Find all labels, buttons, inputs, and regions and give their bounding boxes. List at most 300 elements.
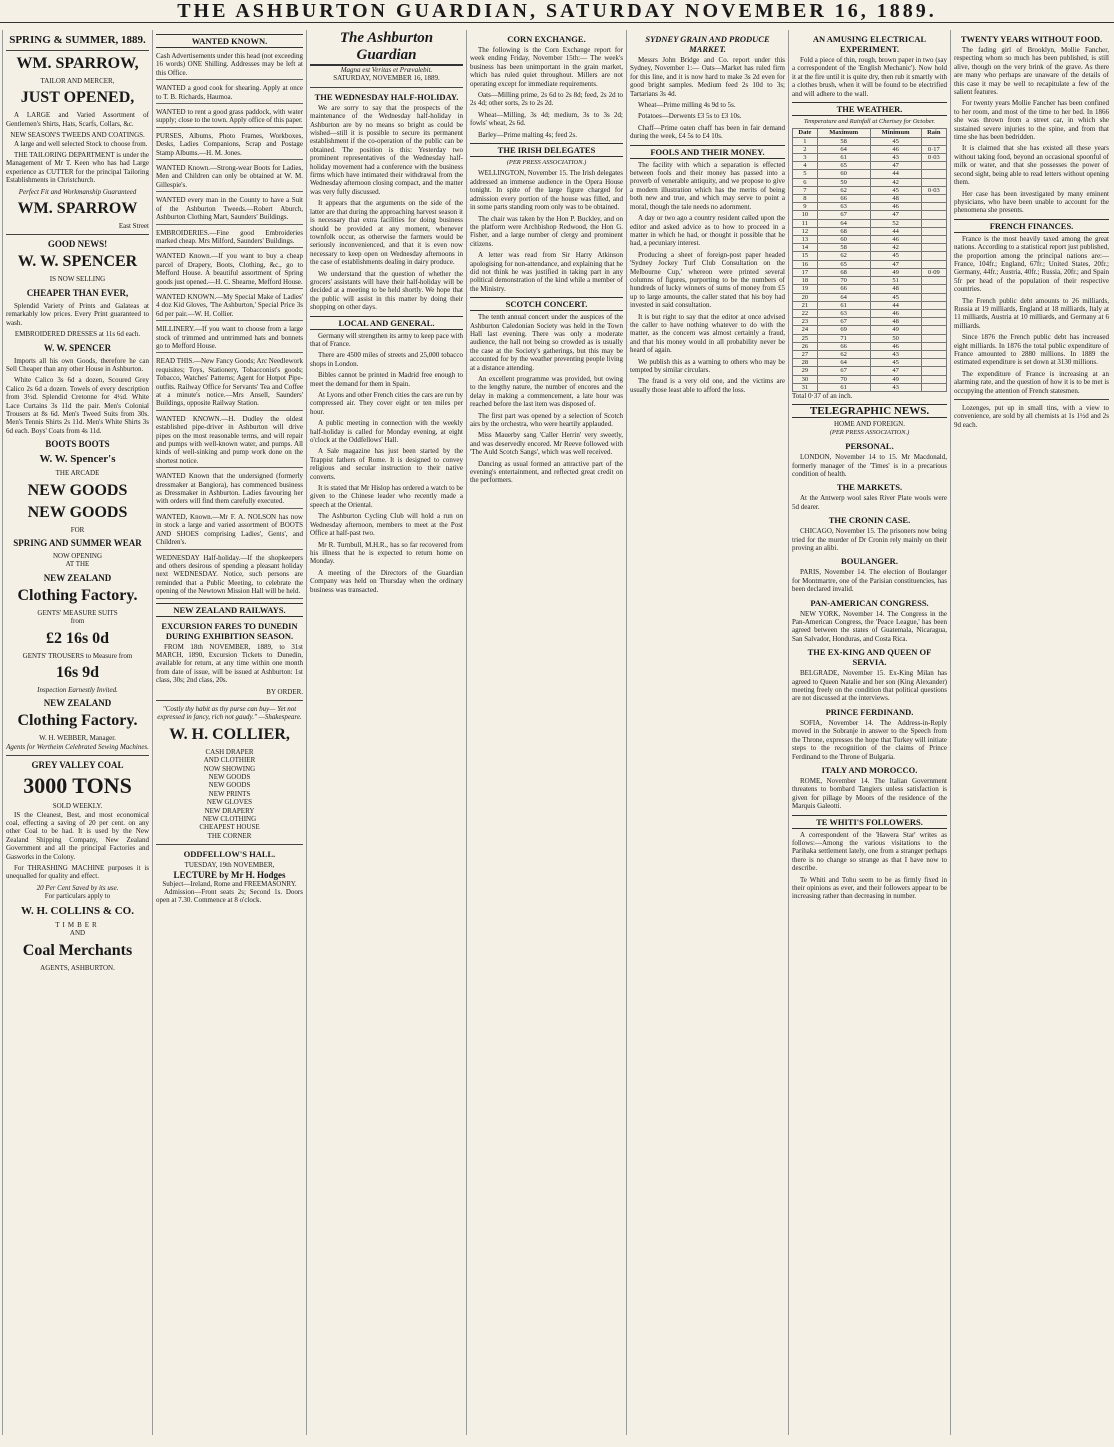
weather-row (793, 219, 947, 227)
weather-cell: 46 (870, 342, 921, 350)
weather-cell (921, 137, 946, 145)
weather-cell (921, 195, 946, 203)
weather-col-header: Rain (921, 129, 946, 137)
telegraphic-sub2: (PER PRESS ASSOCIATION.) (829, 428, 910, 436)
weather-cell: 25 (793, 334, 818, 342)
weather-row (793, 211, 947, 219)
irish-p6: The chair was taken by the Hon P. Buckley, and on the platform were Archbishop Redwood, the Hon G. Fisher, and a large number of clergy and prominent citizens. (470, 214, 623, 248)
local-p9: A Sale magazine has just been started by the Trappist fathers of Rome. It is designed to convey religious and secular instruction to their native converts. (310, 447, 463, 481)
personal-heading: PERSONAL. (845, 441, 894, 452)
weather-cell: 66 (817, 195, 870, 203)
weather-cell: 64 (817, 293, 870, 301)
fools-p8: It is but right to say that the editor at once advised the caller to have nothing whatever to do with the matter, as the concern was almost certainly a fraud, and that his money would in all probability never be heard of again. (630, 312, 785, 355)
spring-heading: SPRING & SUMMER, 1889. (9, 34, 146, 46)
wanted-ad: WANTED to rent a good grass paddock, with water supply; close to the town. Apply office of this paper. (156, 106, 303, 128)
spencer-imports: Imports all his own Goods, therefore he can Sell Cheaper than any other House in Ashburton. (6, 356, 149, 373)
weather-cell: 20 (793, 293, 818, 301)
weather-total: Total 0·37 of an inch. (792, 391, 853, 400)
weather-row (793, 334, 947, 342)
scotch-p12: Dancing as usual formed an attractive part of the evening's entertainment, and reflected great credit on the performers. (470, 459, 623, 485)
weather-cell: 70 (817, 375, 870, 383)
weather-cell (921, 318, 946, 326)
weather-cell: 48 (870, 285, 921, 293)
collier-goods-list (156, 773, 303, 823)
weather-cell: 63 (817, 203, 870, 211)
local-p5: There are 4500 miles of streets and 25,000 tobacco shops in London. (310, 351, 463, 368)
weather-cell: 61 (817, 383, 870, 391)
new-goods-2: NEW GOODS (27, 503, 128, 521)
weather-caption: Temperature and Rainfall at Chertsey for October. (803, 118, 936, 126)
fools-p6: A day or two ago a country resident called upon the editor and asked advice as to how to proceed in a matter in which he had, or thought it possible that he had, a pecuniary interest. (630, 214, 785, 248)
just-opened: JUST OPENED, (20, 89, 135, 107)
scotch-concert-heading: SCOTCH CONCERT. (470, 297, 623, 311)
collier-goods-item: NEW GLOVES (206, 798, 253, 807)
weather-cell: 26 (793, 342, 818, 350)
weather-cell: 49 (870, 375, 921, 383)
sparrow-name-2: WM. SPARROW (17, 200, 138, 218)
corn-p3: Wheat—Milling, 3s 4d; medium, 3s to 3s 2d; fowls' wheat, 2s 6d. (470, 110, 623, 128)
wanted-ad: WANTED KNOWN.—H. Dudley the oldest established pipe-driver in Ashburton will drive pipes on the most reasonable terms, and will repair and pumps with well-known water, and pumps. All kinds of well-sinking and pump work done on the shortest notice. (156, 413, 303, 468)
weather-cell: 11 (793, 219, 818, 227)
spencer-body: Splendid Variety of Prints and Galateas at remarkably low prices. Every Print guaranteed to wash. (6, 301, 149, 327)
te-whiti-heading: TE WHITI'S FOLLOWERS. (792, 815, 947, 829)
electrical-p1: Fold a piece of thin, rough, brown paper in two (say a correspondent of the 'English Mechanic'). Now hold it at the fire until it is quite dry, then rub it smartly with a clothes brush, when it will be found to be electrified and will adhere to the wall. (792, 56, 947, 98)
weather-cell (921, 326, 946, 334)
clothing-factory: Clothing Factory. (17, 586, 138, 604)
half-holiday-p3: We understand that the question of whether the grocers' assistants will have their half-holiday will be decided at a meeting to be held shortly. We hope that the public will assist in this matter by doing their shopping on other days. (310, 269, 463, 312)
weather-cell (921, 162, 946, 170)
local-p11: The Ashburton Cycling Club will hold a run on Wednesday afternoon, members to meet at the Post Office at half-past two. (310, 512, 463, 538)
weather-cell: 19 (793, 285, 818, 293)
te-whiti-p11: Te Whiti and Tohu seem to be as firmly fixed in their opinions as ever, and their followers appear to be increasing rather than decreasing in number. (792, 875, 947, 901)
ferdinand-p: SOFIA, November 14. The Address-in-Reply moved in the Sobranje in answer to the Speech from the Throne, expresses the hope that Turkey will initiate steps to the recognition of the claims of Prince Ferdinand to the Throne of Bulgaria. (792, 718, 947, 761)
paper-motto: Magna est Veritas et Prævalebit. (340, 66, 433, 74)
fools-heading: FOOLS AND THEIR MONEY. (630, 145, 785, 159)
weather-cell: 47 (870, 211, 921, 219)
sewing-agents: Agents for Wertheim Celebrated Sewing Machines. (6, 742, 149, 751)
paper-title: The Ashburton Guardian (310, 30, 463, 66)
servia-p: BELGRADE, November 15. Ex-King Milan has agreed to Queen Natalie and her son (King Alexander) meeting freely on the condition that political questions are not discussed at the interviews. (792, 669, 947, 703)
weather-cell (921, 211, 946, 219)
irish-p5: WELLINGTON, November 15. The Irish delegates addressed an immense audience in the Opera House tonight. In spite of the large figure charged for admission every portion of the house was filled, and in some parts standing room only was to be obtained. (470, 169, 623, 212)
excursion-body: FROM 18th NOVEMBER, 1889, to 31st MARCH, 1890, Excursion Tickets to Dunedin, available for return, at any time within one month from date of issue, will be issued at Ashburton: 1st class, 30s; 2nd class, 20s. (156, 642, 303, 685)
weather-cell: 30 (793, 375, 818, 383)
weather-row (793, 170, 947, 178)
ferdinand-heading: PRINCE FERDINAND. (825, 706, 914, 717)
weather-cell: 46 (870, 309, 921, 317)
shakespeare-quote: "Costly thy habit as thy purse can buy— Yet not expressed in fancy, rich not gaudy." —Shakespeare. (157, 704, 302, 722)
collier-goods-item: NEW GOODS (208, 781, 251, 790)
price-trousers: 16s 9d (55, 664, 100, 681)
wanted-ad: READ THIS.—New Fancy Goods; Arc Needlework requisites; Toys, Stationery, Tobacconist's goods; Tobacco, Watches' Patterns; Agent for Hotpot Pipe-outfits. Railway Office for Servants' Tea and Coffee at a minute's notice.—Mrs Ansell, Saunders' Buildings, opposite Railway Station. (156, 355, 303, 410)
weather-cell: 43 (870, 383, 921, 391)
markets-heading: THE MARKETS. (836, 482, 903, 493)
weather-cell: 67 (817, 367, 870, 375)
weather-cell: 50 (870, 334, 921, 342)
wanted-ad: WEDNESDAY Half-holiday.—If the shopkeepers and others desirous of spending a pleasant holiday next WEDNESDAY. Notice, such persons are reminded that a Public Meeting, to celebrate the opening of the Newtown Mission Hall will be held. (156, 552, 303, 599)
spencer-name-2: W. W. SPENCER (43, 342, 112, 353)
corn-p4: Barley—Prime malting 4s; feed 2s. (478, 130, 577, 139)
servia-heading: THE EX-KING AND QUEEN OF SERVIA. (807, 647, 932, 668)
weather-row (793, 178, 947, 186)
weather-row (793, 301, 947, 309)
wanted-ad: PURSES, Albums, Photo Frames, Workboxes, Desks, Ladies Companions, Scrap and Postage Stamp Albums.—H. M. Jones. (156, 130, 303, 160)
weather-heading: THE WEATHER. (792, 102, 947, 116)
weather-cell: 68 (817, 227, 870, 235)
weather-cell (921, 236, 946, 244)
weather-col-header: Date (793, 129, 818, 137)
spencer-selling: IS NOW SELLING (49, 275, 106, 284)
inspection: Inspection Earnestly Invited. (37, 686, 118, 694)
webber: W. H. WEBBER, Manager. (39, 734, 116, 743)
weather-cell: 17 (793, 268, 818, 276)
wanted-ad: WANTED Known that the undersigned (formerly dressmaker at Bangiora), has commenced business as Dressmaker in Ashburton. Ladies favouring her with orders will find them carefully executed. (156, 470, 303, 509)
weather-col-header: Minimum (870, 129, 921, 137)
weather-row (793, 342, 947, 350)
weather-cell: 46 (870, 236, 921, 244)
weather-cell: 12 (793, 227, 818, 235)
weather-row (793, 359, 947, 367)
weather-row (793, 203, 947, 211)
weather-cell: 48 (870, 318, 921, 326)
at-the: AT THE (65, 560, 90, 569)
weather-cell: 46 (870, 203, 921, 211)
corn-exchange-heading: CORN EXCHANGE. (507, 34, 586, 44)
french-p5: France is the most heavily taxed among the great nations. According to a statistical report just published, the proportion among the principal nations are:—France, 104fr.; England, 67fr.; United States, 20fr.; Germany, 44fr.; Austria, 40fr.; Russia, 20fr.; and Spain 5fr per head of the population of their respective countries. (954, 234, 1109, 294)
weather-cell: 45 (870, 186, 921, 194)
weather-cell: 2 (793, 145, 818, 153)
weather-cell (921, 277, 946, 285)
nz-label-2: NEW ZEALAND (43, 698, 112, 709)
weather-cell: 27 (793, 350, 818, 358)
local-p4: Germany will strengthen its army to keep pace with that of France. (310, 331, 464, 348)
weather-row (793, 350, 947, 358)
weather-cell: 42 (870, 244, 921, 252)
personal-p: LONDON, November 14 to 15. Mr Macdonald, formerly manager of the 'Times' is in a precarious condition of health. (792, 453, 947, 478)
irish-p7: A letter was read from Sir Harry Atkinson apologising for non-attendance, and explaining that he did not think he was justified in taking part in any political demonstration of the kind while a member of the Ministry. (470, 251, 623, 293)
half-holiday-p2: It appears that the arguments on the side of the latter are that during the approaching harvest season it is necessary that extra facilities for doing business should be provided at any moment, whenever townfolk occur, as otherwise the farmers would be seriously inconvenienced, and that it is even now necessary to keep open on Wednesday afternoons in the case of establishments dealing in dairy produce. (310, 199, 463, 267)
weather-cell: 29 (793, 367, 818, 375)
weather-cell: 70 (817, 277, 870, 285)
weather-cell: 64 (817, 145, 870, 153)
markets-p: At the Antwerp wool sales River Plate wools were 5d dearer. (792, 494, 947, 511)
wanted-ad: WANTED, Known.—Mr F. A. NOLSON has now in stock a large and varied assortment of BOOTS AND SHOES comprising Ladies', Gents', and Children's. (156, 511, 303, 550)
weather-row (793, 375, 947, 383)
lecture-date: TUESDAY, 19th NOVEMBER, (184, 861, 275, 870)
weather-row (793, 137, 947, 145)
fools-p7: Producing a sheet of foreign-post paper headed 'Sydney Jockey Turf Club Consultation on the Melbourne Cup,' whereon were printed several columns of figures, purporting to be the numbers of hundreds of lucky winners of sums of money from £5 up to large amounts, the caller stated that his boy had invested in said consultation. (630, 250, 785, 310)
weather-row (793, 236, 947, 244)
weather-cell: 16 (793, 260, 818, 268)
weather-cell: 61 (817, 301, 870, 309)
half-holiday-p1: We are sorry to say that the prospects of the maintenance of the Wednesday half-holiday in Ashburton are by no means so bright as could be wished—still it is possible to secure its permanent establishment if the co-operation of the public can be obtained. The position is this: Yesterday two prominent representatives of the Wednesday half-holiday movement had a conference with the business firms which have intimated their withdrawal from the Wednesday afternoon closing compact, and the matter was very fully discussed. (310, 103, 463, 196)
pan-american-p: NEW YORK, November 14. The Congress in the Pan-American Congress, the 'Peace League,' has been agreed between the states of Guatemala, Nicaragua, San Salvador, Honduras, and Costa Rica. (792, 609, 947, 643)
collier-showing: NOW SHOWING (203, 764, 256, 773)
weather-cell: 1 (793, 137, 818, 145)
wanted-known-heading: WANTED KNOWN. (156, 34, 303, 48)
weather-cell: 61 (817, 154, 870, 162)
weather-cell: 22 (793, 309, 818, 317)
weather-cell (921, 227, 946, 235)
weather-cell: 45 (870, 293, 921, 301)
wanted-ad: Cash Advertisements under this head (not exceeding 16 words) ONE Shilling. Addresses may be left at this Office. (156, 50, 303, 80)
weather-row (793, 162, 947, 170)
weather-cell: 10 (793, 211, 818, 219)
sparrow-name: WM. SPARROW, (16, 55, 139, 72)
french-p8: The expenditure of France is increasing at an alarming rate, and the question of how it is to be met is occupying the attention of French statesmen. (954, 369, 1109, 395)
collier-goods-item: NEW GOODS (208, 773, 251, 781)
weather-cell: 60 (817, 236, 870, 244)
weather-cell (921, 170, 946, 178)
weather-row (793, 309, 947, 317)
good-news: GOOD NEWS! (47, 239, 108, 250)
weather-cell: 66 (817, 342, 870, 350)
coal-tons: 3000 TONS (23, 773, 132, 799)
telegraphic-heading: TELEGRAPHIC NEWS. (792, 404, 947, 418)
weather-cell (921, 350, 946, 358)
weather-cell: 52 (870, 219, 921, 227)
weather-row (793, 252, 947, 260)
weather-cell (921, 301, 946, 309)
weather-cell: 28 (793, 359, 818, 367)
weather-cell (921, 244, 946, 252)
weather-cell: 58 (817, 137, 870, 145)
weather-cell: 21 (793, 301, 818, 309)
weather-cell (921, 293, 946, 301)
coal-particulars: For particulars apply to (44, 892, 111, 901)
column-6 (788, 30, 950, 1435)
weather-cell (921, 383, 946, 391)
grey-valley-coal: GREY VALLEY COAL (31, 760, 124, 771)
weather-cell: 6 (793, 178, 818, 186)
wanted-ad: MILLINERY.—If you want to choose from a large stock of trimmed and untrimmed hats and bonnets go to Mefford House. (156, 323, 303, 353)
weather-cell: 23 (793, 318, 818, 326)
sydney-p1: Messrs John Bridge and Co. report under this Sydney, November 1:— Oats—Market has ruled firm for this line, and it is now hard to make 3s 2d even for good bright samples. Medium feed 2s 10d to 3s; Tartarians 3s 4d. (630, 56, 785, 98)
coal-sold: SOLD WEEKLY. (52, 802, 103, 811)
telegraphic-sub: HOME AND FOREIGN. (834, 420, 905, 429)
local-p13: A meeting of the Directors of the Guardian Company was held on Thursday when the ordinary business was transacted. (310, 568, 463, 594)
by-order: BY ORDER. (266, 687, 303, 696)
weather-row (793, 186, 947, 194)
fools-p5: The facility with which a separation is effected between fools and their money has passed into a proverb of venerable antiquity, and we propose to give a modern illustration which has the merits of being both new and true, and which may serve to point a moral, though the tale needs no adornment. (630, 160, 785, 211)
column-1 (2, 30, 152, 1435)
coal-saving: 20 Per Cent Saved by its use. (36, 883, 119, 892)
weather-cell: 65 (817, 162, 870, 170)
weather-cell (921, 334, 946, 342)
weather-cell: 44 (870, 227, 921, 235)
weather-cell (921, 359, 946, 367)
weather-cell (921, 375, 946, 383)
morocco-p: ROME, November 14. The Italian Government threatens to bombard Tangiers unless satisfaction is given for pillage by Moors of the residence of the Marquis Galeotti. (792, 776, 947, 811)
weather-cell: 71 (817, 334, 870, 342)
weather-cell: 64 (817, 219, 870, 227)
weather-cell: 15 (793, 252, 818, 260)
boulanger-p: PARIS, November 14. The election of Boulanger for Montmartre, one of the Parisian constituencies, has been declared invalid. (792, 568, 947, 594)
weather-cell: 49 (870, 326, 921, 334)
weather-cell: 3 (793, 154, 818, 162)
cheapest-house: CHEAPEST HOUSE (199, 823, 260, 832)
sydney-p3: Potatoes—Derwents £3 5s to £3 10s. (638, 112, 742, 121)
fools-p9: We publish this as a warning to others who may be tempted by similar circulars. (630, 357, 785, 374)
scotch-p9: An excellent programme was provided, but owing to the lengthy nature, the number of encores and the delay in making a commencement, a late hour was reached before the last item was disposed of. (470, 375, 623, 409)
weather-row (793, 260, 947, 268)
sparrow-fit: Perfect Fit and Workmanship Guaranteed (18, 187, 137, 196)
now-opening: NOW OPENING (52, 551, 103, 560)
paper-date: SATURDAY, NOVEMBER 16, 1889. (333, 74, 440, 83)
gents-trousers: GENTS' TROUSERS to Measure from (22, 651, 133, 660)
weather-cell: 13 (793, 236, 818, 244)
weather-cell: 43 (870, 154, 921, 162)
twenty-p4: Her case has been investigated by many eminent physicians, who have been unable to account for the phenomena she presents. (954, 189, 1109, 215)
weather-cell: 59 (817, 178, 870, 186)
lozenges-p9: Lozenges, put up in small tins, with a view to convenience, are sold by all chemists at 1s 1½d and 2s 9d each. (954, 404, 1109, 429)
weather-cell: 0·09 (921, 268, 946, 276)
weather-cell: 47 (870, 162, 921, 170)
weather-cell: 24 (793, 326, 818, 334)
weather-row (793, 227, 947, 235)
sparrow-assortment: A LARGE and Varied Assortment of Gentlemen's Shirts, Hats, Scarfs, Collars, &c. (6, 111, 149, 128)
weather-cell: 67 (817, 318, 870, 326)
oddfellows-hall: ODDFELLOW'S HALL. (183, 849, 276, 860)
weather-cell: 0·03 (921, 186, 946, 194)
new-goods-1: NEW GOODS (27, 481, 128, 499)
weather-cell (921, 285, 946, 293)
for-label: FOR (70, 525, 85, 534)
morocco-heading: ITALY AND MOROCCO. (821, 764, 918, 775)
french-finances-heading: FRENCH FINANCES. (954, 219, 1109, 233)
weather-cell: 43 (870, 350, 921, 358)
the-corner: THE CORNER (207, 831, 252, 840)
weather-cell: 0·03 (921, 154, 946, 162)
clothing-factory-2: Clothing Factory. (17, 712, 138, 730)
collier-goods-item: NEW DRAPERY (204, 806, 255, 815)
wanted-ad: EMBROIDERIES.—Fine good Embroideries marked cheap. Mrs Milford, Saunders' Buildings. (156, 227, 303, 249)
weather-cell: 0·17 (921, 145, 946, 153)
sydney-grain-heading: SYDNEY GRAIN AND PRODUCE MARKET. (645, 34, 770, 54)
weather-cell (921, 342, 946, 350)
weather-cell (921, 178, 946, 186)
sparrow-tweeds: NEW SEASON'S TWEEDS AND COATINGS. (10, 131, 145, 140)
weather-cell: 62 (817, 350, 870, 358)
corn-p2: Oats—Milling prime, 2s 6d to 2s 8d; feed, 2s 2d to 2s 4d; other sorts, 2s to 2s 2d. (470, 91, 623, 108)
local-p10: It is stated that Mr Hislop has ordered a watch to be given to the Chinese leader who recently made a speech at the Oriental. (310, 484, 463, 509)
weather-cell: 14 (793, 244, 818, 252)
sparrow-trade: TAILOR AND MERCER, (40, 77, 115, 85)
weather-cell: 62 (817, 252, 870, 260)
wanted-ad: WANTED every man in the County to have a Suit of the Ashburton Tweeds.—Robert Aburch, Ashburton Clothing Mart, Saunders' Buildings. (156, 194, 303, 224)
irish-delegates-heading: THE IRISH DELEGATES (470, 143, 623, 157)
collier-name: W. H. COLLIER, (169, 725, 290, 743)
weather-row (793, 383, 947, 391)
masthead: THE ASHBURTON GUARDIAN, SATURDAY NOVEMBER 16, 1889. (0, 0, 1114, 23)
from-label: from (70, 617, 85, 626)
weather-cell: 68 (817, 268, 870, 276)
weather-row (793, 326, 947, 334)
weather-cell: 62 (817, 186, 870, 194)
column-5 (626, 30, 788, 1435)
weather-row (793, 367, 947, 375)
local-general-heading: LOCAL AND GENERAL. (310, 316, 463, 330)
weather-cell: 44 (870, 170, 921, 178)
coal-merchants: Coal Merchants (22, 941, 133, 959)
wanted-ad: WANTED Known.—If you want to buy a cheap parcel of Drapery, Boots, Clothing, &c., go to Mefford House. A beautiful assortment of Spring goods just opened.—H. C. Shearne, Mefford House. (156, 250, 303, 289)
and-label: AND (69, 929, 86, 938)
column-7 (950, 30, 1112, 1435)
weather-cell: 45 (870, 252, 921, 260)
column-4 (466, 30, 626, 1435)
column-2 (152, 30, 306, 1435)
pan-american-heading: PAN-AMERICAN CONGRESS. (810, 597, 929, 608)
weather-cell: 8 (793, 195, 818, 203)
weather-cell (921, 203, 946, 211)
weather-cell: 45 (870, 359, 921, 367)
lecture-admission: Admission—Front seats 2s; Second 1s. Doors open at 7.30. Commence at 8 o'clock. (156, 888, 303, 905)
spencer-list: White Calico 3s 6d a dozen, Scoured Grey Calico 2s 6d a dozen. Towels of every description from 3½d. Splendid Cretonne for 4½d. White Lace Curtains 3s 11d the pair. Men's Colonial Trousers at 8s 6d. Men's Tweed Suits from 30s. Men's Tennis Shirts 2s 11d. Men's White Shirts 3s 6d each. Boys' Coats from 4s 11d. (6, 376, 149, 435)
irish-delegates-sub: (PER PRESS ASSOCIATION.) (506, 159, 587, 167)
weather-cell: 42 (870, 178, 921, 186)
railways-heading: NEW ZEALAND RAILWAYS. (156, 603, 303, 617)
local-p12: Mr R. Turnbull, M.H.R., has so far recovered from his illness that he is expected to return home on Monday. (310, 540, 463, 566)
weather-row (793, 318, 947, 326)
electrical-heading: AN AMUSING ELECTRICAL EXPERIMENT. (812, 34, 927, 54)
spencers-arcade-name: W. W. Spencer's (39, 453, 116, 466)
lecture-title: LECTURE by Mr H. Hodges (173, 869, 286, 880)
weather-cell: 47 (870, 260, 921, 268)
twenty-p1: The fading girl of Brooklyn, Mollie Fancher, respecting whom so much has been published, is still alive, though on the very brink of the grave. As there are many who perhaps are unaware of the details of this case it may be well to recapitulate a few of the salient features. (954, 46, 1109, 97)
local-p7: At Lyons and other French cities the cars are run by compressed air. They cover eight or ten miles per hour. (310, 391, 464, 416)
sparrow-stock: A large and well selected Stock to choose from. (14, 139, 148, 148)
collier-cash-draper: CASH DRAPER (205, 747, 254, 756)
spencer-cheaper: CHEAPER THAN EVER, (26, 287, 129, 298)
wanted-ad: WANTED Known.—Strong-wear Boots for Ladies, Men and Children can only be obtained at W. M. Gillespie's. (156, 162, 303, 192)
weather-cell: 45 (870, 137, 921, 145)
weather-cell (921, 367, 946, 375)
sparrow-street: East Street (118, 222, 149, 231)
twenty-years-heading: TWENTY YEARS WITHOUT FOOD. (960, 34, 1103, 44)
scotch-p10: The first part was opened by a selection of Scotch airs by the orchestra, who were heartily applauded. (470, 411, 623, 429)
local-p8: A public meeting in connection with the weekly half-holiday is called for Monday evening, at eight o'clock at the Oddfellows' Hall. (310, 419, 463, 445)
weather-cell: 58 (817, 244, 870, 252)
weather-cell: 44 (870, 301, 921, 309)
sparrow-tailoring: THE TAILORING DEPARTMENT is under the Management of Mr T. Keen who has had Large experience as CUTTER for the principal Tailoring Establishments in Christchurch. (6, 151, 149, 185)
weather-cell: 7 (793, 186, 818, 194)
lecture-subject: Subject—Ireland, Rome and FREEMASONRY. (162, 879, 297, 888)
weather-row (793, 195, 947, 203)
wanted-ads-list (156, 50, 303, 599)
weather-row (793, 277, 947, 285)
spencer-embroidered: EMBROIDERED DRESSES at 11s 6d each. (14, 330, 141, 339)
weather-cell (921, 260, 946, 268)
wanted-ad: WANTED KNOWN.—My Special Make of Ladies' 4 doz Kid Gloves, 'The Ashburton,' Special Price 3s 6d per pair.—W. H. Collier. (156, 291, 303, 321)
fools-p10: The fraud is a very old one, and the victims are usually those least able to afford the loss. (630, 377, 785, 394)
weather-cell: 5 (793, 170, 818, 178)
weather-cell: 47 (870, 367, 921, 375)
weather-row (793, 268, 947, 276)
twenty-p3: It is claimed that she has existed all these years without taking food, beyond an occasional spoonful of milk or water, and that she possesses the power of second sight, being able to read letters without opening them. (954, 144, 1109, 187)
arcade-label: THE ARCADE (55, 469, 100, 478)
gents-suits: GENTS' MEASURE SUITS (37, 608, 118, 617)
weather-cell: 46 (870, 145, 921, 153)
timber-label: TIMBER (55, 920, 100, 929)
weather-cell: 66 (817, 285, 870, 293)
scotch-p8: The tenth annual concert under the auspices of the Ashburton Caledonian Society was held in the Town Hall last evening. There was only a moderate audience, the hall not being so crowded as is usually the case at the Society's gatherings, but this may be accounted for by the weather preventing people living at a distance attending. (470, 313, 623, 372)
weather-cell: 63 (817, 309, 870, 317)
weather-cell: 60 (817, 170, 870, 178)
cronin-heading: THE CRONIN CASE. (828, 515, 911, 526)
column-3 (306, 30, 466, 1435)
corn-p1: The following is the Corn Exchange report for week ending Friday, November 15th:— The week's business has been unimportant in the grain market, which has ruled quiet throughout. Millers are not operating except for immediate requirements. (470, 46, 623, 88)
french-p7: Since 1876 the French public debt has increased eight milliards. In 1876 the total public expenditure of France amounted to 2880 millions. In 1889 the estimated expenditure is set down at 3130 millions. (954, 333, 1109, 367)
